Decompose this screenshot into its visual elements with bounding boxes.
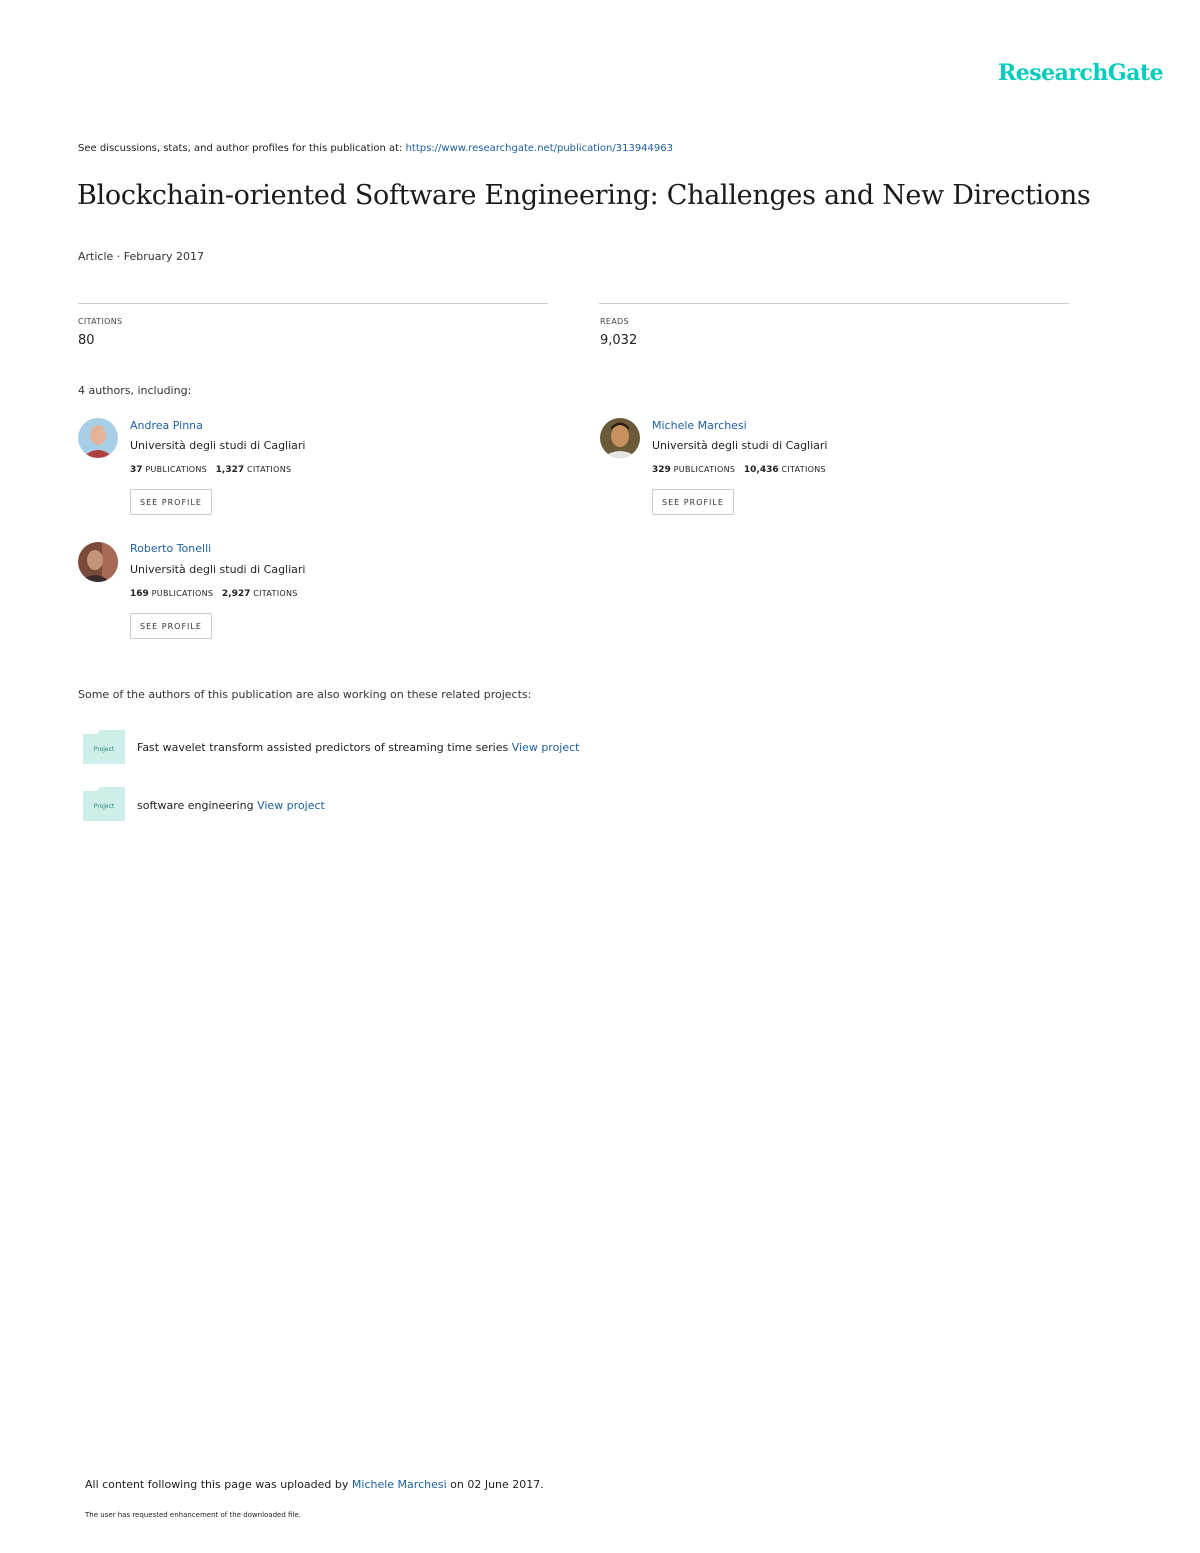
article-type-date: Article · February 2017 xyxy=(78,250,205,263)
avatar-michele-marchesi[interactable] xyxy=(600,418,640,458)
publications-count: 169 xyxy=(130,589,149,599)
project-title: Fast wavelet transform assisted predictors of streaming time series xyxy=(137,741,512,754)
citations-label: CITATIONS xyxy=(246,465,292,474)
reads-label: READS xyxy=(600,317,629,326)
author-name-andrea-pinna[interactable]: Andrea Pinna xyxy=(130,419,203,432)
project-icon-label: Project xyxy=(93,746,115,753)
citations-divider xyxy=(78,303,548,304)
view-project-link[interactable]: View project xyxy=(257,799,325,812)
publication-title: Blockchain-oriented Software Engineering: Challenges and New Directions xyxy=(77,180,1091,211)
researchgate-logo[interactable]: ResearchGate xyxy=(998,60,1164,86)
author-institution: Università degli studi di Cagliari xyxy=(652,439,828,452)
user-request-note: The user has requested enhancement of the downloaded file. xyxy=(85,1511,301,1519)
related-projects-heading: Some of the authors of this publication are also working on these related projects: xyxy=(78,688,532,701)
uploader-name-link[interactable]: Michele Marchesi xyxy=(351,1478,447,1491)
author-name-roberto-tonelli[interactable]: Roberto Tonelli xyxy=(130,542,212,555)
citations-count: 2,927 xyxy=(221,589,251,599)
publications-count: 37 xyxy=(130,465,143,475)
project-folder-icon xyxy=(83,787,125,821)
reads-value: 9,032 xyxy=(600,333,638,348)
uploaded-suffix: on 02 June 2017. xyxy=(446,1478,544,1491)
project-icon-label: Project xyxy=(93,803,115,810)
citations-count: 10,436 xyxy=(743,465,779,475)
citations-count: 1,327 xyxy=(215,465,245,475)
project-item-1 xyxy=(137,741,580,754)
avatar-roberto-tonelli[interactable] xyxy=(78,542,118,582)
view-project-link[interactable]: View project xyxy=(511,741,580,754)
author-stats xyxy=(130,589,298,599)
project-title: software engineering xyxy=(137,799,258,812)
see-profile-button[interactable]: SEE PROFILE xyxy=(130,613,212,639)
see-profile-button[interactable]: SEE PROFILE xyxy=(652,489,734,515)
authors-heading: 4 authors, including: xyxy=(78,384,192,397)
see-discussions-line xyxy=(78,143,673,154)
citations-label: CITATIONS xyxy=(253,589,298,598)
publications-label: PUBLICATIONS xyxy=(151,589,214,598)
author-name-michele-marchesi[interactable]: Michele Marchesi xyxy=(652,419,747,432)
uploaded-prefix: All content following this page was uploaded by xyxy=(85,1478,352,1491)
see-discussions-text: See discussions, stats, and author profiles for this publication at: xyxy=(78,143,406,154)
project-folder-icon xyxy=(83,730,125,764)
author-institution: Università degli studi di Cagliari xyxy=(130,563,306,576)
author-stats xyxy=(652,465,826,475)
person-photo-icon xyxy=(600,418,640,458)
person-photo-icon xyxy=(78,418,118,458)
see-profile-button[interactable]: SEE PROFILE xyxy=(130,489,212,515)
citations-value: 80 xyxy=(78,333,95,348)
project-item-2 xyxy=(137,799,325,812)
citations-label: CITATIONS xyxy=(78,317,123,326)
author-institution: Università degli studi di Cagliari xyxy=(130,439,306,452)
author-stats xyxy=(130,465,291,475)
publications-label: PUBLICATIONS xyxy=(145,465,208,474)
citations-label: CITATIONS xyxy=(781,465,826,474)
publications-label: PUBLICATIONS xyxy=(673,465,736,474)
publications-count: 329 xyxy=(652,465,671,475)
avatar-andrea-pinna[interactable] xyxy=(78,418,118,458)
uploaded-by-line xyxy=(85,1478,544,1491)
reads-divider xyxy=(599,303,1069,304)
person-photo-icon xyxy=(78,542,118,582)
publication-url-link[interactable]: https://www.researchgate.net/publication/313944963 xyxy=(405,143,673,154)
